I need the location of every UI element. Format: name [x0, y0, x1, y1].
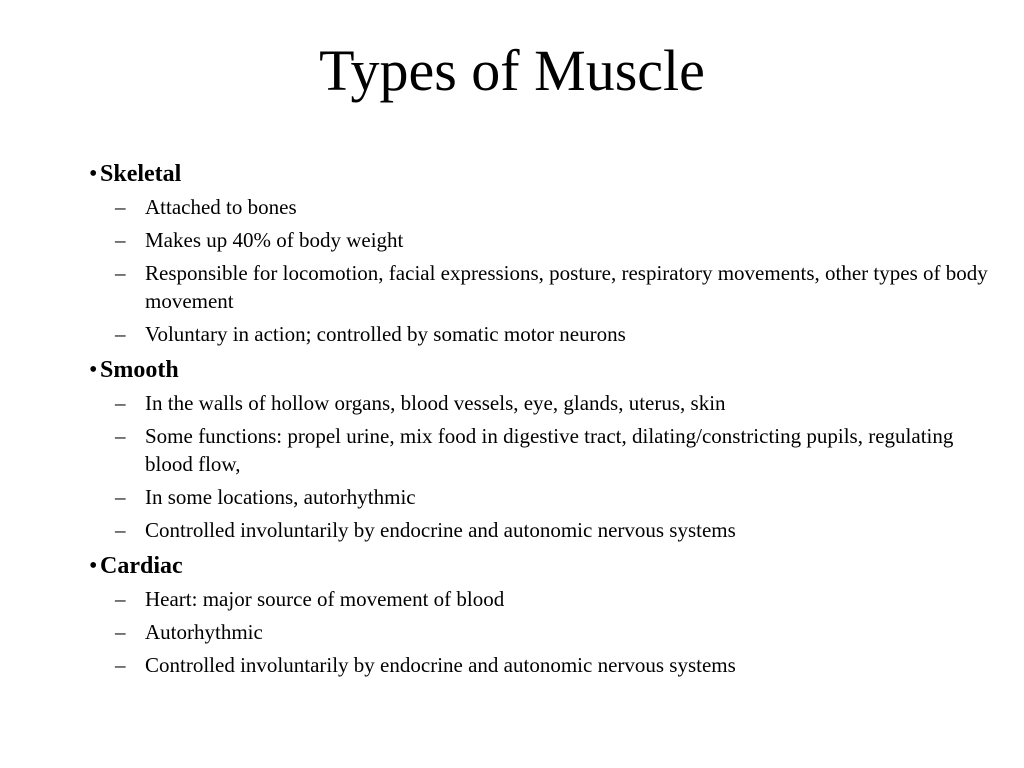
list-item — [90, 585, 990, 613]
dash-icon: – — [115, 228, 126, 252]
list-item — [90, 516, 990, 544]
list-item-text: Autorhythmic — [145, 620, 263, 644]
dash-icon: – — [115, 261, 126, 285]
dash-icon: – — [115, 424, 126, 448]
bullet-icon: • — [89, 553, 98, 579]
list-item-text: Voluntary in action; controlled by somatic motor neurons — [145, 322, 626, 346]
list-item-text: Controlled involuntarily by endocrine and autonomic nervous systems — [145, 518, 736, 542]
dash-icon: – — [115, 322, 126, 346]
list-item — [90, 193, 990, 221]
list-item — [90, 320, 990, 348]
list-item-text: Heart: major source of movement of blood — [145, 587, 505, 611]
topic-label: Smooth — [100, 357, 179, 383]
dash-icon: – — [115, 620, 126, 644]
list-item — [90, 483, 990, 511]
bullet-icon: • — [89, 161, 98, 187]
list-item-text: In the walls of hollow organs, blood vessels, eye, glands, uterus, skin — [145, 391, 726, 415]
list-item — [90, 651, 990, 679]
list-item-text: Responsible for locomotion, facial expressions, posture, respiratory movements, other types of body movement — [145, 261, 988, 313]
slide-content — [90, 157, 990, 684]
list-item-text: Attached to bones — [145, 195, 297, 219]
topic-label: Cardiac — [100, 553, 183, 579]
dash-icon: – — [115, 195, 126, 219]
list-item — [90, 618, 990, 646]
dash-icon: – — [115, 485, 126, 509]
bullet-icon: • — [89, 357, 98, 383]
topic-label: Skeletal — [100, 161, 182, 187]
sub-list-cardiac — [90, 585, 990, 679]
dash-icon: – — [115, 653, 126, 677]
dash-icon: – — [115, 391, 126, 415]
topic-smooth — [90, 353, 990, 387]
slide-title: Types of Muscle — [319, 38, 705, 103]
dash-icon: – — [115, 518, 126, 542]
list-item — [90, 422, 990, 478]
topic-skeletal — [90, 157, 990, 191]
topic-cardiac — [90, 549, 990, 583]
list-item — [90, 389, 990, 417]
list-item-text: Some functions: propel urine, mix food in digestive tract, dilating/constricting pupils, regulating blood flow, — [145, 424, 954, 476]
list-item — [90, 259, 990, 315]
sub-list-skeletal — [90, 193, 990, 348]
list-item-text: Controlled involuntarily by endocrine and autonomic nervous systems — [145, 653, 736, 677]
list-item — [90, 226, 990, 254]
list-item-text: Makes up 40% of body weight — [145, 228, 404, 252]
list-item-text: In some locations, autorhythmic — [145, 485, 416, 509]
dash-icon: – — [115, 587, 126, 611]
sub-list-smooth — [90, 389, 990, 544]
